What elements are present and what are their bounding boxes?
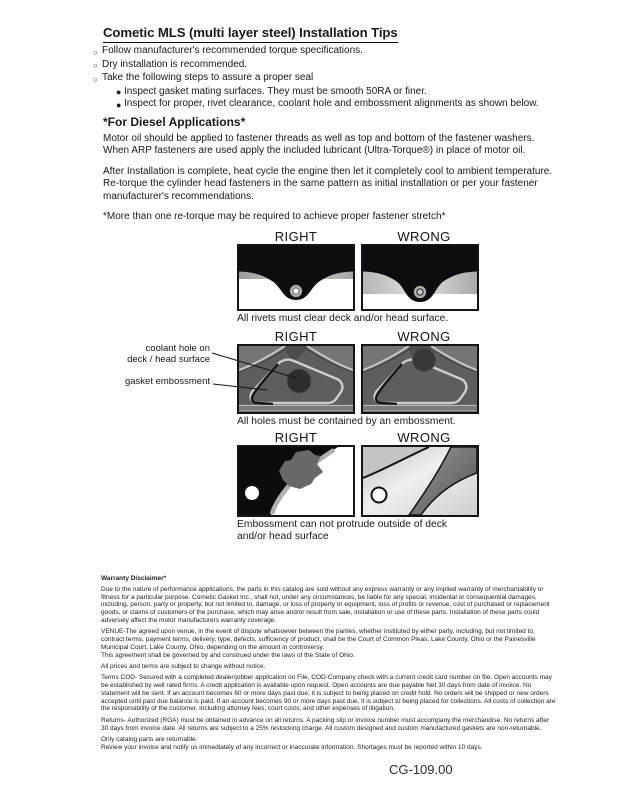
disclaimer-paragraph: Review your invoice and notify us immediately of any incorrect or inaccurate information. Shortages must be reported within 10 days. [101, 743, 483, 751]
list-item [93, 45, 593, 59]
dot-bullet-icon: ● [116, 99, 122, 110]
disclaimer-paragraph: Returns- Authorized (RGA) must be obtained in advance on all returns. A packing slip or invoice number must accompany the merchandise. No returns after 30 days from invoice date. All returns are subject to a 25% restocking charge. All custom designed and custom manufactured gaskets are non-returnable. [101, 716, 550, 732]
rivet-clearance-wrong-panel [361, 244, 479, 311]
figure-rivet-clearance [237, 229, 483, 325]
circle-bullet-icon: ○ [93, 47, 98, 57]
installation-tips-list [93, 45, 593, 111]
figure-embossment-protrusion [237, 430, 483, 543]
wrong-label: WRONG [397, 430, 451, 445]
list-item [93, 59, 593, 73]
warranty-disclaimer-heading: Warranty Disclaimer* [101, 575, 167, 582]
figure-caption-line: Embossment can not protrude outside of deck [237, 519, 448, 530]
dot-bullet-icon: ● [116, 87, 122, 98]
sub-list-item [93, 98, 593, 111]
diesel-applications-section [103, 133, 555, 231]
callout-text: deck / head surface [127, 353, 210, 365]
diesel-paragraph-2: After Installation is complete, heat cycle the engine then let it completely cool to ambient temperature. Re-torque the cylinder head fasteners in the same pattern as initial installation or per your fastener manufacturer's recommendations. [103, 165, 553, 202]
right-label: RIGHT [274, 229, 318, 244]
page-title: Cometic MLS (multi layer steel) Installation Tips [103, 25, 398, 43]
circle-bullet-icon: ○ [93, 74, 98, 84]
embossment-protrusion-right-panel [237, 445, 355, 517]
list-item-text: Take the following steps to assure a proper seal [102, 72, 314, 84]
coolant-hole-callout [100, 344, 210, 365]
callout-text: coolant hole on [145, 343, 210, 354]
retorque-note: *More than one re-torque may be required to achieve proper fastener stretch* [103, 211, 446, 223]
hole-embossment-wrong-image [363, 346, 477, 412]
disclaimer-paragraph: VENUE-The agreed upon venue, in the event of dispute whatsoever between the parties, whether instituted by either party, including, but not limited to, contract terms, payment terms, delivery, type, defects, sufficiency of product, shall be the Court of Common Pleas, Lake County, Ohio or the Painesville Municipal Court, Lake County, Ohio, depending on the amount in controversy. [101, 628, 536, 651]
figure-caption: All rivets must clear deck and/or head surface. [237, 313, 449, 324]
disclaimer-paragraph: All prices and terms are subject to change without notice. [101, 662, 266, 670]
list-item-text: Inspect for proper, rivet clearance, coolant hole and embossment alignments as shown below. [124, 98, 539, 110]
figure-caption-line: and/or head surface [237, 531, 329, 542]
gasket-embossment-callout: gasket embossment [124, 376, 210, 387]
circle-bullet-icon: ○ [93, 61, 98, 71]
disclaimer-paragraph: Terms COD- Secured with a completed dealer/jobber application on File, COD-Company check with a current credit card number on file. Open accounts may be established by well rated firms. A credit application is available upon request. Open accounts are due payable Net 30 days from date of invoice. No statement will be sent. If an account becomes 60 or more days past due, it is subject to being placed on credit hold. No orders will be shipped or new orders accepted until past due balance is paid. If an account becomes 90 or more days past due, it is subject to being placed for collections. All costs of collection are the responsibility of the customer, including attorney fees, court costs, and other expenses of litigation. [101, 674, 556, 713]
list-item-text: Dry installation is recommended. [102, 58, 248, 70]
disclaimer-paragraph: Only catalog parts are returnable. [101, 735, 198, 743]
wrong-label: WRONG [397, 229, 451, 244]
embossment-protrusion-wrong-image [363, 447, 477, 515]
hole-embossment-wrong-panel [361, 344, 479, 414]
list-item [93, 72, 593, 86]
right-label: RIGHT [274, 430, 318, 445]
list-item-text: Inspect gasket mating surfaces. They must be smooth 50RA or finer. [124, 85, 427, 97]
warranty-disclaimer-section [101, 575, 558, 755]
disclaimer-paragraph: Due to the nature of performance applications, the parts in this catalog are sold without any express warranty or any implied warranty of merchantability or fitness for a particular purpose. Cometic Gasket Inc., shall not, under any circumstances, be liable for any special, incidental or consequential damages, including, person, party or property, but not limited to, damage, or loss of property or equipment, loss of profits or revenue, cost of purchased or replacement goods, or claims of customers of the purchase, which may arise and/or result from sale, installation or use of these parts. Installation of these parts could adversely affect the motor manufacturers warranty coverage. [101, 585, 550, 624]
sub-list-item [93, 86, 593, 99]
embossment-protrusion-wrong-panel [361, 445, 479, 517]
diesel-paragraph-1: Motor oil should be applied to fastener threads as well as top and bottom of the fastener washers. When ARP fasteners are used apply the included lubricant (Ultra-Torque®) in place of motor oil. [103, 133, 535, 157]
embossment-protrusion-right-image [239, 447, 353, 515]
rivet-clearance-right-image [239, 246, 353, 309]
figure-caption: All holes must be contained by an embossment. [237, 416, 456, 427]
disclaimer-paragraph: This agreement shall be governed by and construed under the laws of the State of Ohio. [101, 651, 355, 659]
right-label: RIGHT [274, 329, 318, 344]
wrong-label: WRONG [397, 329, 451, 344]
page-number: CG-109.00 [389, 762, 453, 777]
diesel-applications-heading: *For Diesel Applications* [103, 115, 246, 129]
list-item-text: Follow manufacturer's recommended torque specifications. [102, 45, 363, 56]
figure-caption [237, 519, 483, 543]
rivet-clearance-wrong-image [363, 246, 477, 309]
callout-leader-lines [208, 344, 308, 400]
rivet-clearance-right-panel [237, 244, 355, 311]
